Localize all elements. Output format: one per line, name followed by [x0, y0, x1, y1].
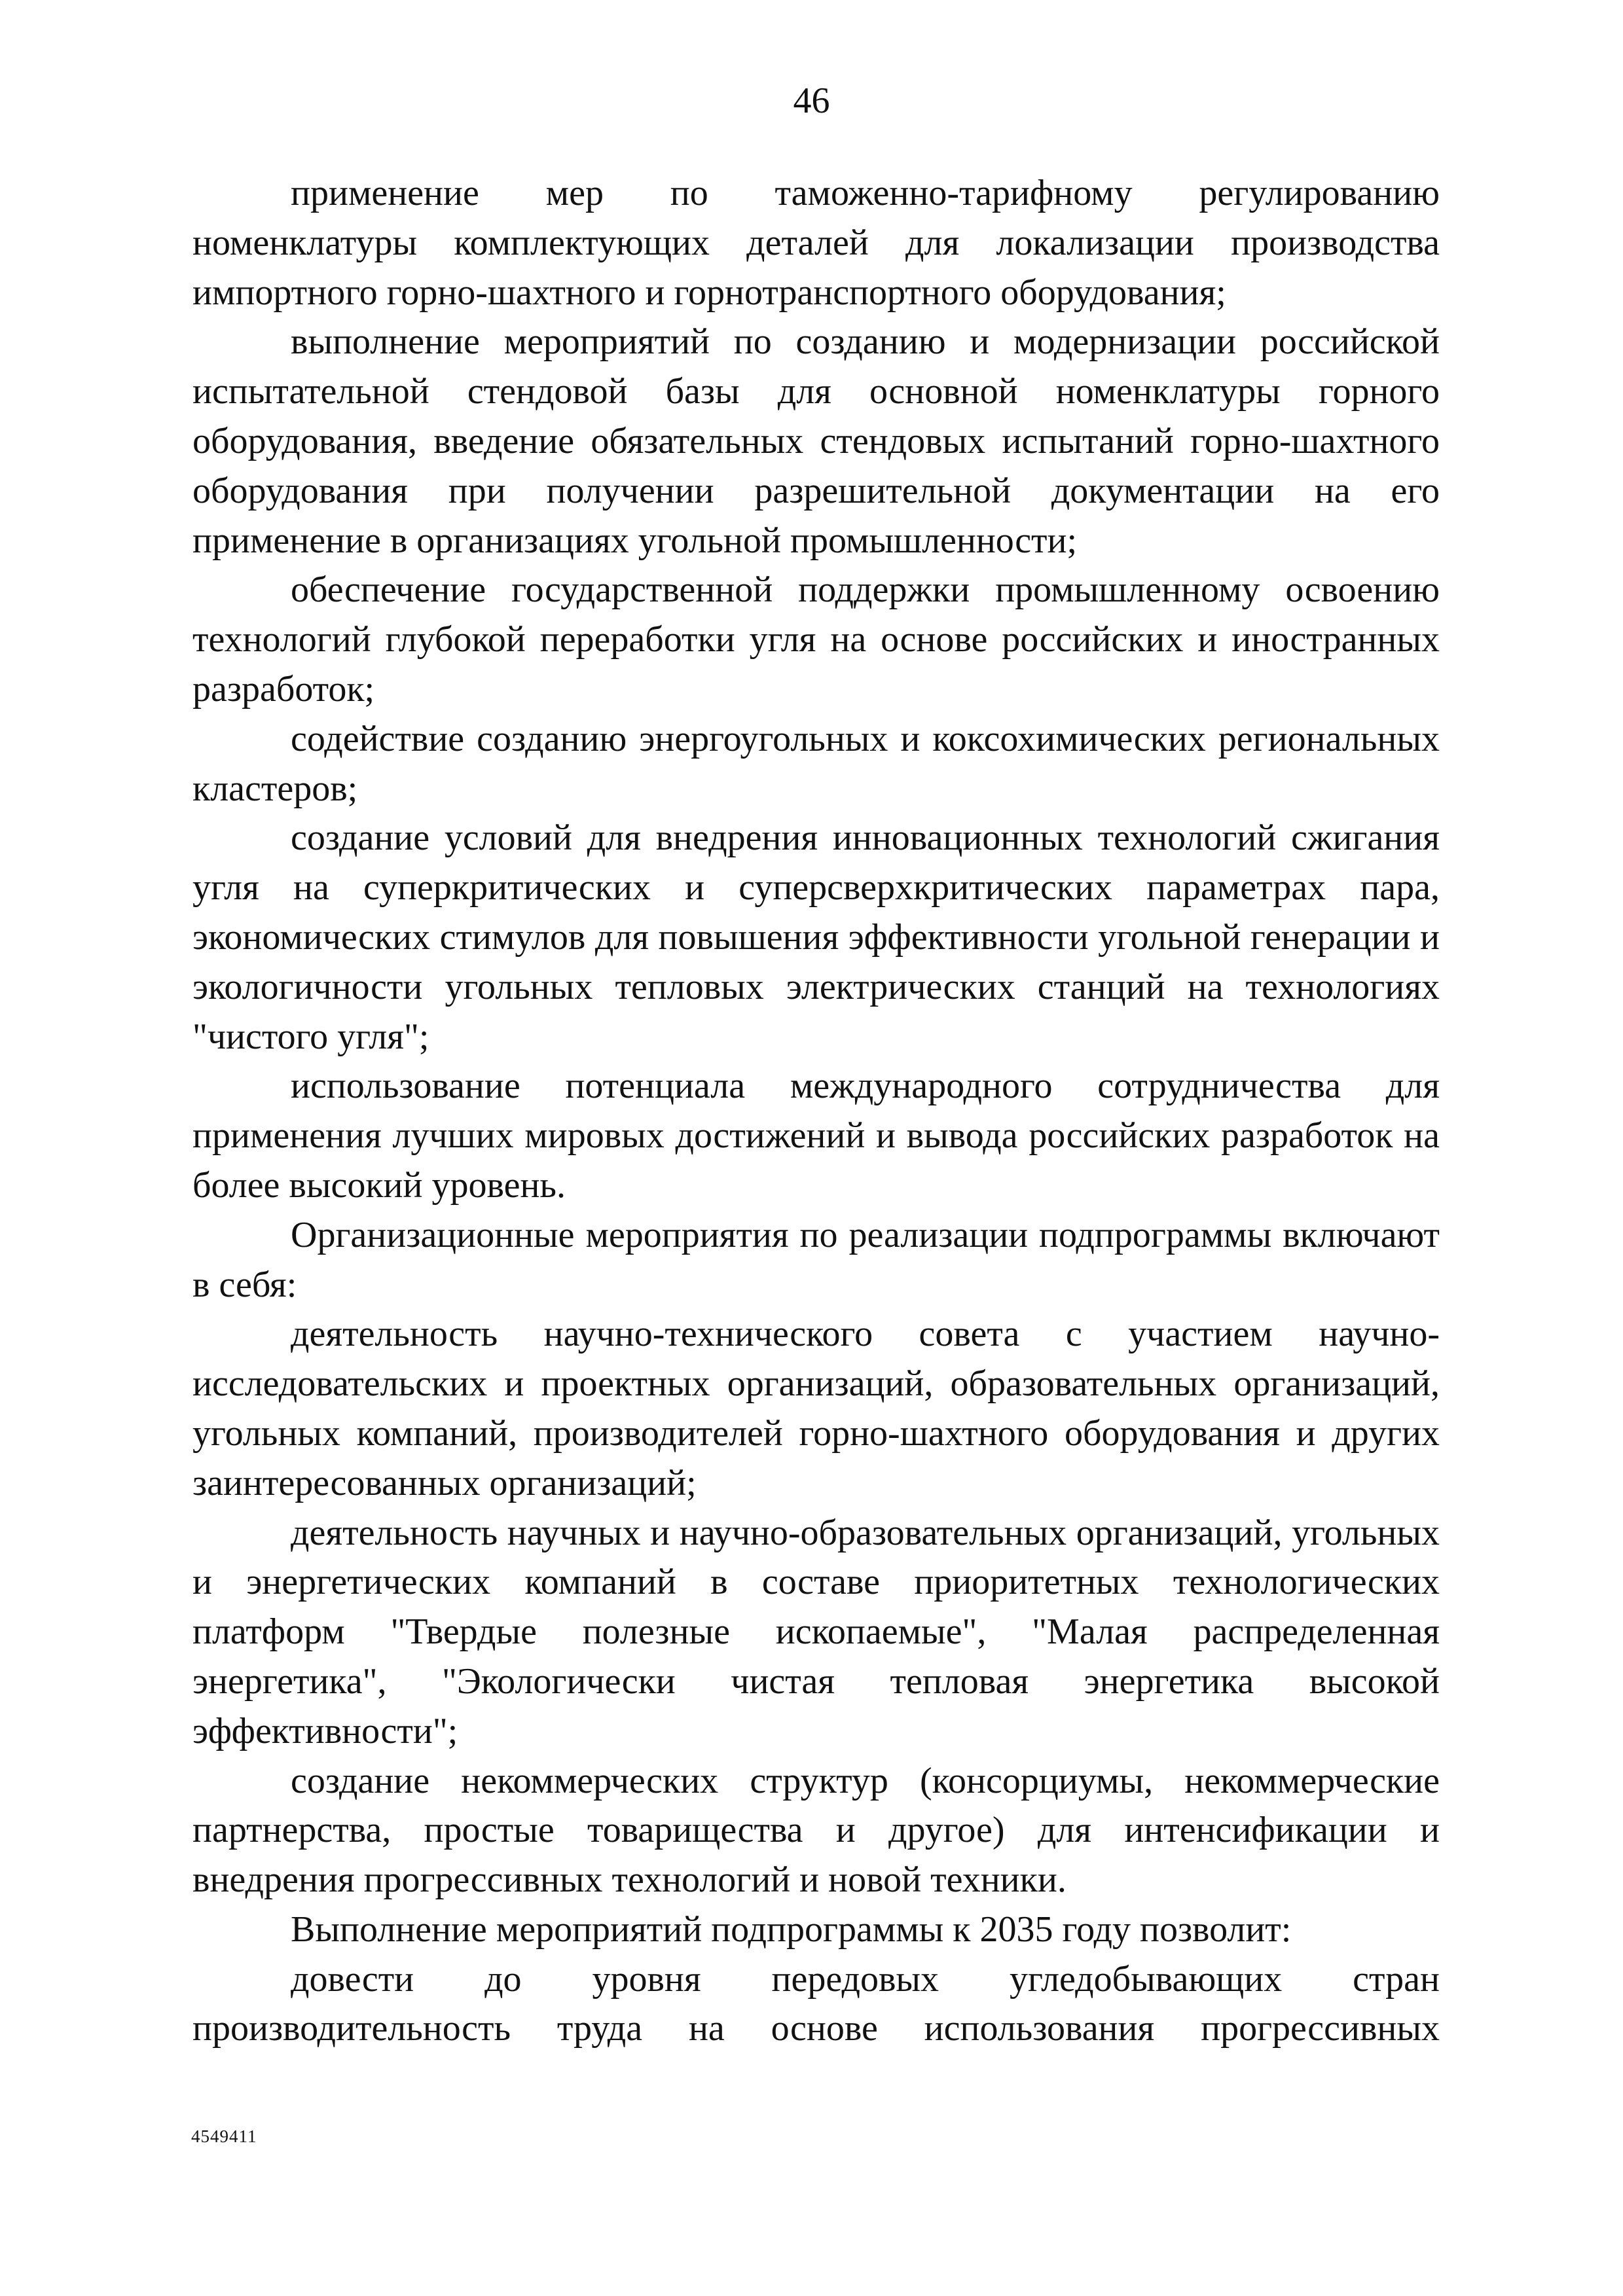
paragraph: использование потенциала международного сотрудничества для применения лучших мировых достижений и вывода российских разработок на более высокий уровень. [192, 1066, 1440, 1206]
document-body [192, 169, 1440, 2054]
paragraph: выполнение мероприятий по созданию и модернизации российской испытательной стендовой базы для основной номенклатуры горного оборудования, введение обязательных стендовых испытаний горно-шахтного оборудования при получении разрешительной документации на его применение в организациях угольной промышленности; [192, 321, 1440, 561]
page-number: 46 [793, 81, 830, 121]
document-code: 4549411 [191, 2126, 257, 2146]
paragraph: создание некоммерческих структур (консорциумы, некоммерческие партнерства, простые товарищества и другое) для интенсификации и внедрения прогрессивных технологий и новой техники. [192, 1760, 1440, 1901]
paragraph-continued: довести до уровня передовых угледобывающих стран производительность труда на основе использования прогрессивных [192, 1958, 1440, 2049]
paragraph: Выполнение мероприятий подпрограммы к 2035 году позволит: [291, 1909, 1292, 1950]
paragraph: содействие созданию энергоугольных и коксохимических региональных кластеров; [192, 718, 1440, 809]
paragraph: создание условий для внедрения инновационных технологий сжигания угля на суперкритических и суперсверхкритических параметрах пара, экономических стимулов для повышения эффективности угольной генерации и экологичности угольных тепловых электрических станций на технологиях "чистого угля"; [192, 817, 1440, 1057]
paragraph: Организационные мероприятия по реализации подпрограммы включают в себя: [192, 1214, 1440, 1305]
paragraph: применение мер по таможенно-тарифному регулированию номенклатуры комплектующих деталей для локализации производства импортного горно-шахтного и горнотранспортного оборудования; [192, 173, 1440, 313]
paragraph: деятельность научных и научно-образовательных организаций, угольных и энергетических компаний в составе приоритетных технологических платформ "Твердые полезные ископаемые", "Малая распределенная энергетика", "Экологически чистая тепловая энергетика высокой эффективности"; [192, 1512, 1440, 1751]
paragraph: обеспечение государственной поддержки промышленному освоению технологий глубокой переработки угля на основе российских и иностранных разработок; [192, 569, 1440, 709]
paragraph: деятельность научно-технического совета с участием научно-исследовательских и проектных организаций, образовательных организаций, угольных компаний, производителей горно-шахтного оборудования и других заинтересованных организаций; [192, 1314, 1440, 1503]
